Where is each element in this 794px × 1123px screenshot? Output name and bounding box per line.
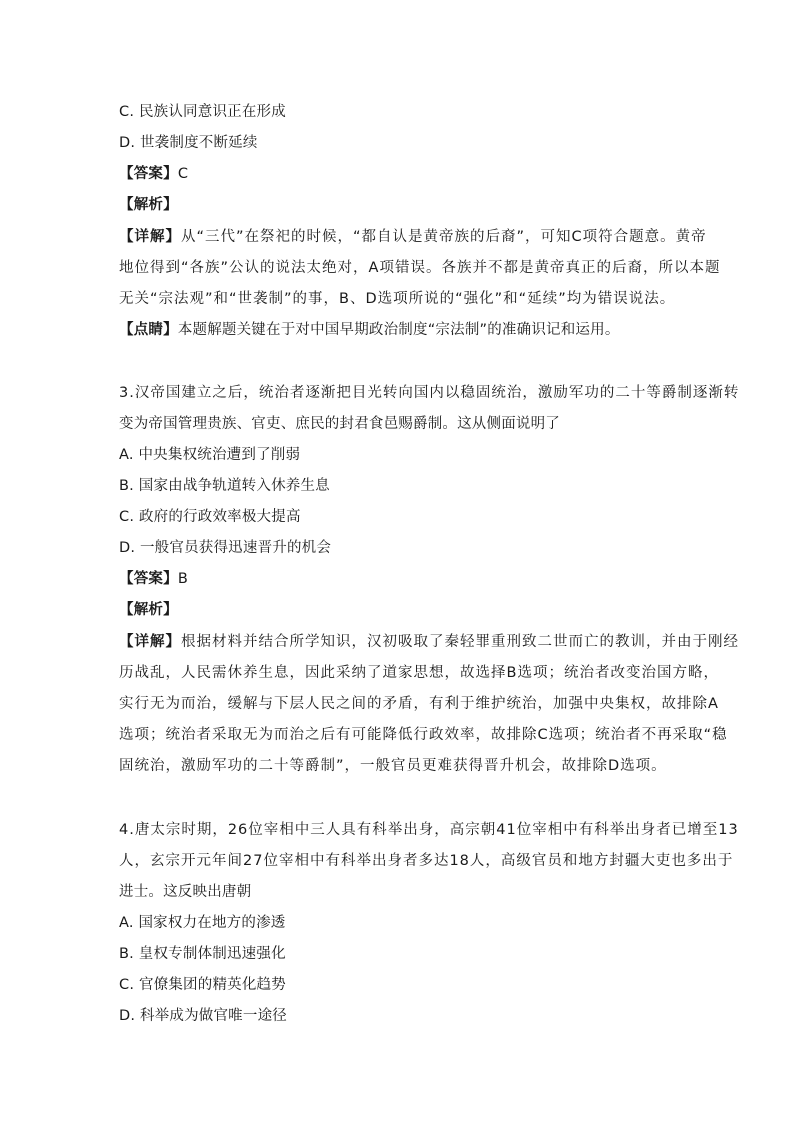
detail-tag: 【详解】: [119, 634, 181, 650]
q3-stem-line-1: 3.汉帝国建立之后，统治者逐渐把目光转向国内以稳固统治，激励军功的二十等爵制逐渐转: [119, 385, 740, 401]
q2-analysis-heading: 【解析】: [119, 197, 178, 213]
q4-option-c: C. 官僚集团的精英化趋势: [119, 977, 286, 993]
note-tag: 【点睛】: [119, 322, 178, 338]
q3-detail-line-2: 历战乱，人民需休养生息，因此采纳了道家思想，故选择B选项；统治者改变治国方略，: [119, 665, 719, 681]
q2-note: [119, 320, 620, 340]
q2-answer: [119, 164, 188, 184]
q2-option-d: D. 世袭制度不断延续: [119, 135, 258, 151]
q4-stem-line-1: 4.唐太宗时期，26位宰相中三人具有科举出身，高宗朝41位宰相中有科举出身者已增至13: [119, 822, 739, 838]
q2-option-c: C. 民族认同意识正在形成: [119, 104, 286, 120]
q3-detail-line-3: 实行无为而治，缓解与下层人民之间的矛盾，有利于维护统治，加强中央集权，故排除A: [119, 696, 719, 712]
q3-detail-line-1: [119, 632, 739, 652]
answer-value: C: [177, 166, 189, 182]
q3-option-b: B. 国家由战争轨道转入休养生息: [119, 478, 330, 494]
detail-tag: 【详解】: [119, 229, 181, 245]
q3-option-d: D. 一般官员获得迅速晋升的机会: [119, 540, 332, 556]
q2-detail-line-2: 地位得到“各族”公认的说法太绝对，A项错误。各族并不都是黄帝真正的后裔，所以本题: [119, 260, 721, 276]
detail-text: 从“三代”在祭祀的时候，“都自认是黄帝族的后裔”，可知C项符合题意。黄帝: [181, 229, 707, 245]
q2-detail-line-1: [119, 227, 707, 247]
q4-option-b: B. 皇权专制体制迅速强化: [119, 946, 286, 962]
q3-analysis-heading: 【解析】: [119, 602, 178, 618]
q4-option-d: D. 科举成为做官唯一途径: [119, 1008, 287, 1024]
q3-stem-line-2: 变为帝国管理贵族、官吏、庶民的封君食邑赐爵制。这从侧面说明了: [119, 416, 560, 432]
answer-tag: 【答案】: [119, 571, 178, 587]
q3-answer: [119, 569, 188, 589]
q4-stem-line-2: 人，玄宗开元年间27位宰相中有科举出身者多达18人，高级官员和地方封疆大吏也多出于: [119, 853, 734, 869]
q3-option-c: C. 政府的行政效率极大提高: [119, 509, 301, 525]
q4-stem-line-3: 进士。这反映出唐朝: [119, 884, 252, 900]
answer-value: B: [177, 571, 188, 587]
q3-option-a: A. 中央集权统治遭到了削弱: [119, 447, 301, 463]
answer-tag: 【答案】: [119, 166, 178, 182]
q3-detail-line-4: 选项；统治者采取无为而治之后有可能降低行政效率，故排除C选项；统治者不再采取“稳: [119, 727, 728, 743]
q3-detail-line-5: 固统治，激励军功的二十等爵制”，一般官员更难获得晋升机会，故排除D选项。: [119, 758, 667, 774]
detail-text: 根据材料并结合所学知识，汉初吸取了秦轻罪重刑致二世而亡的教训，并由于刚经: [181, 634, 739, 650]
q2-detail-line-3: 无关“宗法观”和“世袭制”的事，B、D选项所说的“强化”和“延续”均为错误说法。: [119, 291, 676, 307]
q4-option-a: A. 国家权力在地方的渗透: [119, 915, 286, 931]
note-text: 本题解题关键在于对中国早期政治制度“宗法制”的准确识记和运用。: [177, 322, 620, 338]
